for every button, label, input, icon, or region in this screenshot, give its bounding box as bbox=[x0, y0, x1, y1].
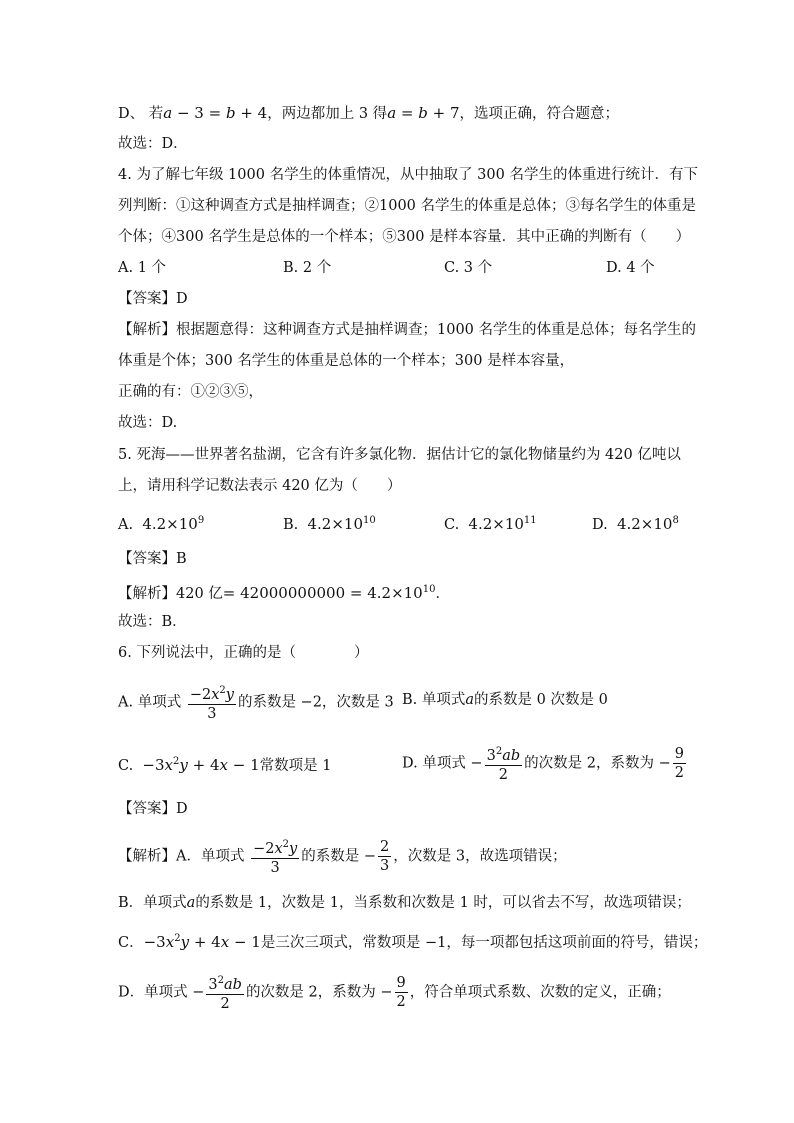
q5-answer: 【答案】B bbox=[118, 551, 187, 567]
q6-explanation-b: B．单项式a的系数是 1，次数是 1，当系数和次数是 1 时，可以省去不写，故选项错误； bbox=[118, 895, 691, 911]
q5-option-c: C. $4.2\times 10^{11}$ bbox=[444, 514, 537, 533]
q6-answer: 【答案】D bbox=[118, 801, 188, 817]
q4-selection: 故选：D. bbox=[118, 415, 178, 431]
q4-stem-line3: 个体；④300 名学生是总体的一个样本；⑤300 是样本容量．其中正确的判断有（ ） bbox=[118, 229, 691, 245]
q5-stem-line1: 5. 死海——世界著名盐湖，它含有许多氯化物．据估计它的氯化物储量约为 420 亿吨以 bbox=[118, 447, 681, 463]
q4-answer: 【答案】D bbox=[118, 291, 188, 307]
q4-option-c: C. 3 个 bbox=[444, 260, 493, 276]
q5-selection: 故选：B． bbox=[118, 614, 187, 630]
q5-explanation: 【解析】420 亿= $42000000000 = 4.2\times 10^{10}$． bbox=[118, 583, 450, 602]
q4-option-b: B. 2 个 bbox=[283, 260, 332, 276]
q6-explanation-d: D．单项式 − $\frac{3^2ab}{2}$ 的次数是 2，系数为 − $\frac{9}{2}$ ，符合单项式系数、次数的定义，正确； bbox=[118, 972, 671, 1013]
q5-option-b: B. $4.2\times 10^{10}$ bbox=[283, 514, 376, 533]
q5-option-a: A. $4.2\times 10^9$ bbox=[118, 514, 205, 533]
q5-option-d: D. $4.2\times 10^8$ bbox=[592, 514, 679, 533]
q5-stem-line2: 上，请用科学记数法表示 420 亿为（ ） bbox=[118, 478, 402, 494]
q4-explanation-line3: 正确的有：①②③⑤， bbox=[118, 384, 263, 400]
q6-explanation-a: 【解析】A．单项式 $\frac{-2x^2y}{3}$ 的系数是 − $\frac{2}{3}$ ，次数是 3，故选项错误； bbox=[118, 836, 567, 877]
q4-option-a: A. 1 个 bbox=[118, 260, 167, 276]
selection-line: 故选：D． bbox=[118, 136, 188, 152]
q6-option-b: B. 单项式a的系数是 0 次数是 0 bbox=[402, 692, 608, 708]
q6-stem: 6. 下列说法中，正确的是（ ） bbox=[118, 645, 369, 661]
q4-stem-line1: 4. 为了解七年级 1000 名学生的体重情况，从中抽取了 300 名学生的体重进行统计．有下 bbox=[118, 167, 698, 183]
q4-stem-line2: 列判断：①这种调查方式是抽样调查；②1000 名学生的体重是总体；③每名学生的体重是 bbox=[118, 198, 697, 214]
option-d-line: D、 若a − 3 = b + 4，两边都加上 3 得a = b + 7，选项正确，符合题意； bbox=[118, 104, 620, 122]
q4-option-d: D. 4 个 bbox=[606, 260, 655, 276]
q6-option-c: C. $-3x^2y + 4x - 1$常数项是 1 bbox=[118, 756, 332, 774]
q4-explanation-line1: 【解析】根据题意得：这种调查方式是抽样调查；1000 名学生的体重是总体；每名学生的 bbox=[118, 322, 697, 338]
q6-option-d: D. 单项式 − $\frac{3^2ab}{2}$ 的次数是 2，系数为 − $\frac{9}{2}$ bbox=[402, 743, 688, 784]
q6-option-a: A. 单项式 $\frac{-2x^2y}{3}$ 的系数是 −2，次数是 3 bbox=[118, 682, 394, 723]
q6-explanation-c: C．$-3x^2y + 4x - 1$是三次三项式，常数项是 −1，每一项都包括这项前面的符号，错误； bbox=[118, 933, 708, 951]
q4-explanation-line2: 体重是个体；300 名学生的体重是总体的一个样本；300 是样本容量， bbox=[118, 353, 575, 369]
